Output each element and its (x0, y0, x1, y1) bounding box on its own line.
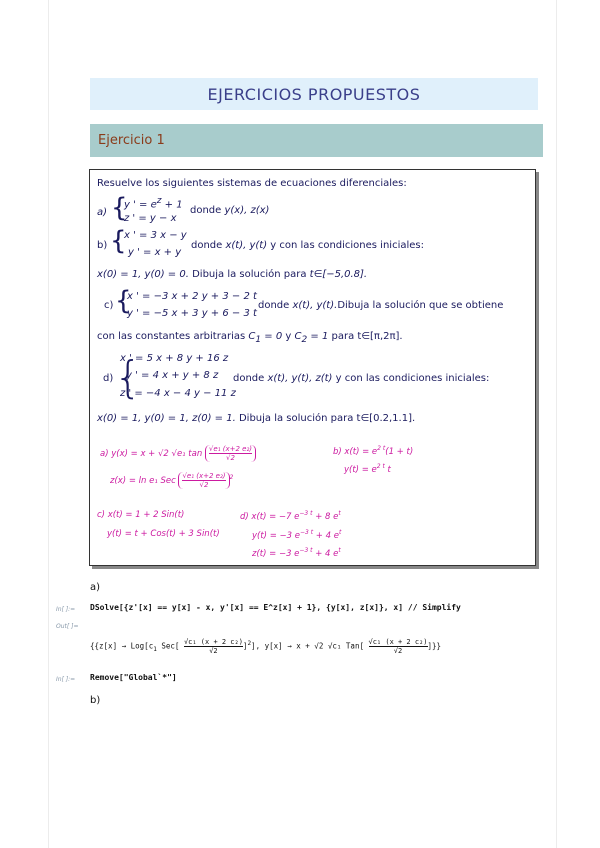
eq-c2: y ' = −5 x + 3 y + 6 − 3 t (127, 308, 257, 319)
margin-line-left (48, 0, 49, 848)
exercise-box (89, 169, 536, 566)
brace-a: { (111, 193, 128, 223)
eq-d3: z ' = −4 x − 4 y − 11 z (120, 388, 236, 399)
solution-b-y: $y(t) = e^{2 t}$ t (344, 463, 391, 475)
section-header: Ejercicio 1 (90, 124, 543, 157)
label-a: a) (90, 582, 101, 593)
brace-c: { (115, 286, 132, 316)
solution-b-x: b) $x(t) = e^{2 t}(1 + t)$ (333, 445, 414, 457)
eq-b2: y ' = x + y (128, 247, 182, 258)
solution-c-y: y(t) = t + Cos(t) + 3 Sin(t) (107, 529, 220, 539)
label-b: b) (90, 695, 101, 706)
solution-a-y: a) y(x) = x + √2 √e₁ tan $\frac{\text{√e₁ (x+2 e₂)}}{√2}$ (100, 445, 256, 462)
item-b-donde: donde x(t), y(t) y con las condiciones iniciales: (191, 240, 424, 251)
page-title: EJERCICIOS PROPUESTOS (90, 78, 538, 110)
item-d-label: d) (103, 373, 114, 384)
remove-input[interactable]: Remove["Global`*"] (90, 673, 177, 682)
dsolve-input[interactable]: DSolve[{z'[x] == y[x] - x, y'[x] == E^z[x] + 1}, {y[x], z[x]}, x] // Simplify (90, 603, 461, 612)
item-a-label: a) (97, 207, 108, 218)
item-c-donde: donde x(t), y(t).Dibuja la solución que se obtiene (258, 300, 504, 311)
solution-d-x: d) x(t) = −7 $e^{-3 t} + 8$ $e^t$ (240, 510, 341, 522)
intro-text: Resuelve los siguientes sistemas de ecuaciones diferenciales: (97, 178, 407, 189)
solution-d-y: y(t) = −3 $e^{-3 t} + 4$ $e^t$ (252, 529, 342, 541)
eq-d2: y ' = 4 x + y + 8 z (126, 370, 219, 381)
item-d-conditions: x(0) = 1, y(0) = 1, z(0) = 1. Dibuja la solución para t∈[0.2,1.1]. (97, 413, 416, 424)
eq-a1: y ' = $e^z + 1$ (124, 196, 183, 211)
eq-c1: x ' = −3 x + 2 y + 3 − 2 t (127, 291, 257, 302)
item-a-donde: donde y(x), z(x) (190, 205, 270, 216)
eq-a2: z ' = y − x (124, 213, 177, 224)
in2-label: In[ ]:= (56, 676, 76, 683)
item-b-conditions: x(0) = 1, y(0) = 0. Dibuja la solución para t∈[−5,0.8]. (97, 269, 368, 280)
margin-line-right (556, 0, 557, 848)
out1-label: Out[ ]= (56, 623, 79, 630)
brace-b: { (110, 226, 127, 256)
solution-d-z: z(t) = −3 $e^{-3 t} + 4$ $e^t$ (252, 547, 341, 559)
item-b-label: b) (97, 240, 108, 251)
solution-a-z: z(x) = ln e₁ Sec $\frac{\text{√e₁ (x+2 e₂)}}{√2}$ $^2$ (110, 472, 234, 489)
solution-c-x: c) x(t) = 1 + 2 Sin(t) (97, 510, 185, 520)
dsolve-output: {{$z[x] \to Log[c_1$ Sec[ $\frac{\text{√c₁ (x + 2 c₂)}}{√2}$ ]$^2$], y[x] → x + √2 √c₁ Tan[ $\frac{\text{√c₁ (x + 2 c₂)}}{√2}$ ]}} (90, 638, 442, 655)
item-c-line2: con las constantes arbitrarias $C_1 = 0$ y $C_2 = 1$ para t∈[π,2π]. (97, 331, 403, 345)
eq-d1: x ' = 5 x + 8 y + 16 z (120, 353, 229, 364)
eq-b1: x ' = 3 x − y (124, 230, 187, 241)
item-c-label: c) (104, 300, 114, 311)
in1-label: In[ ]:= (56, 606, 76, 613)
brace-d: { (114, 352, 142, 403)
item-d-donde: donde x(t), y(t), z(t) y con las condiciones iniciales: (233, 373, 490, 384)
